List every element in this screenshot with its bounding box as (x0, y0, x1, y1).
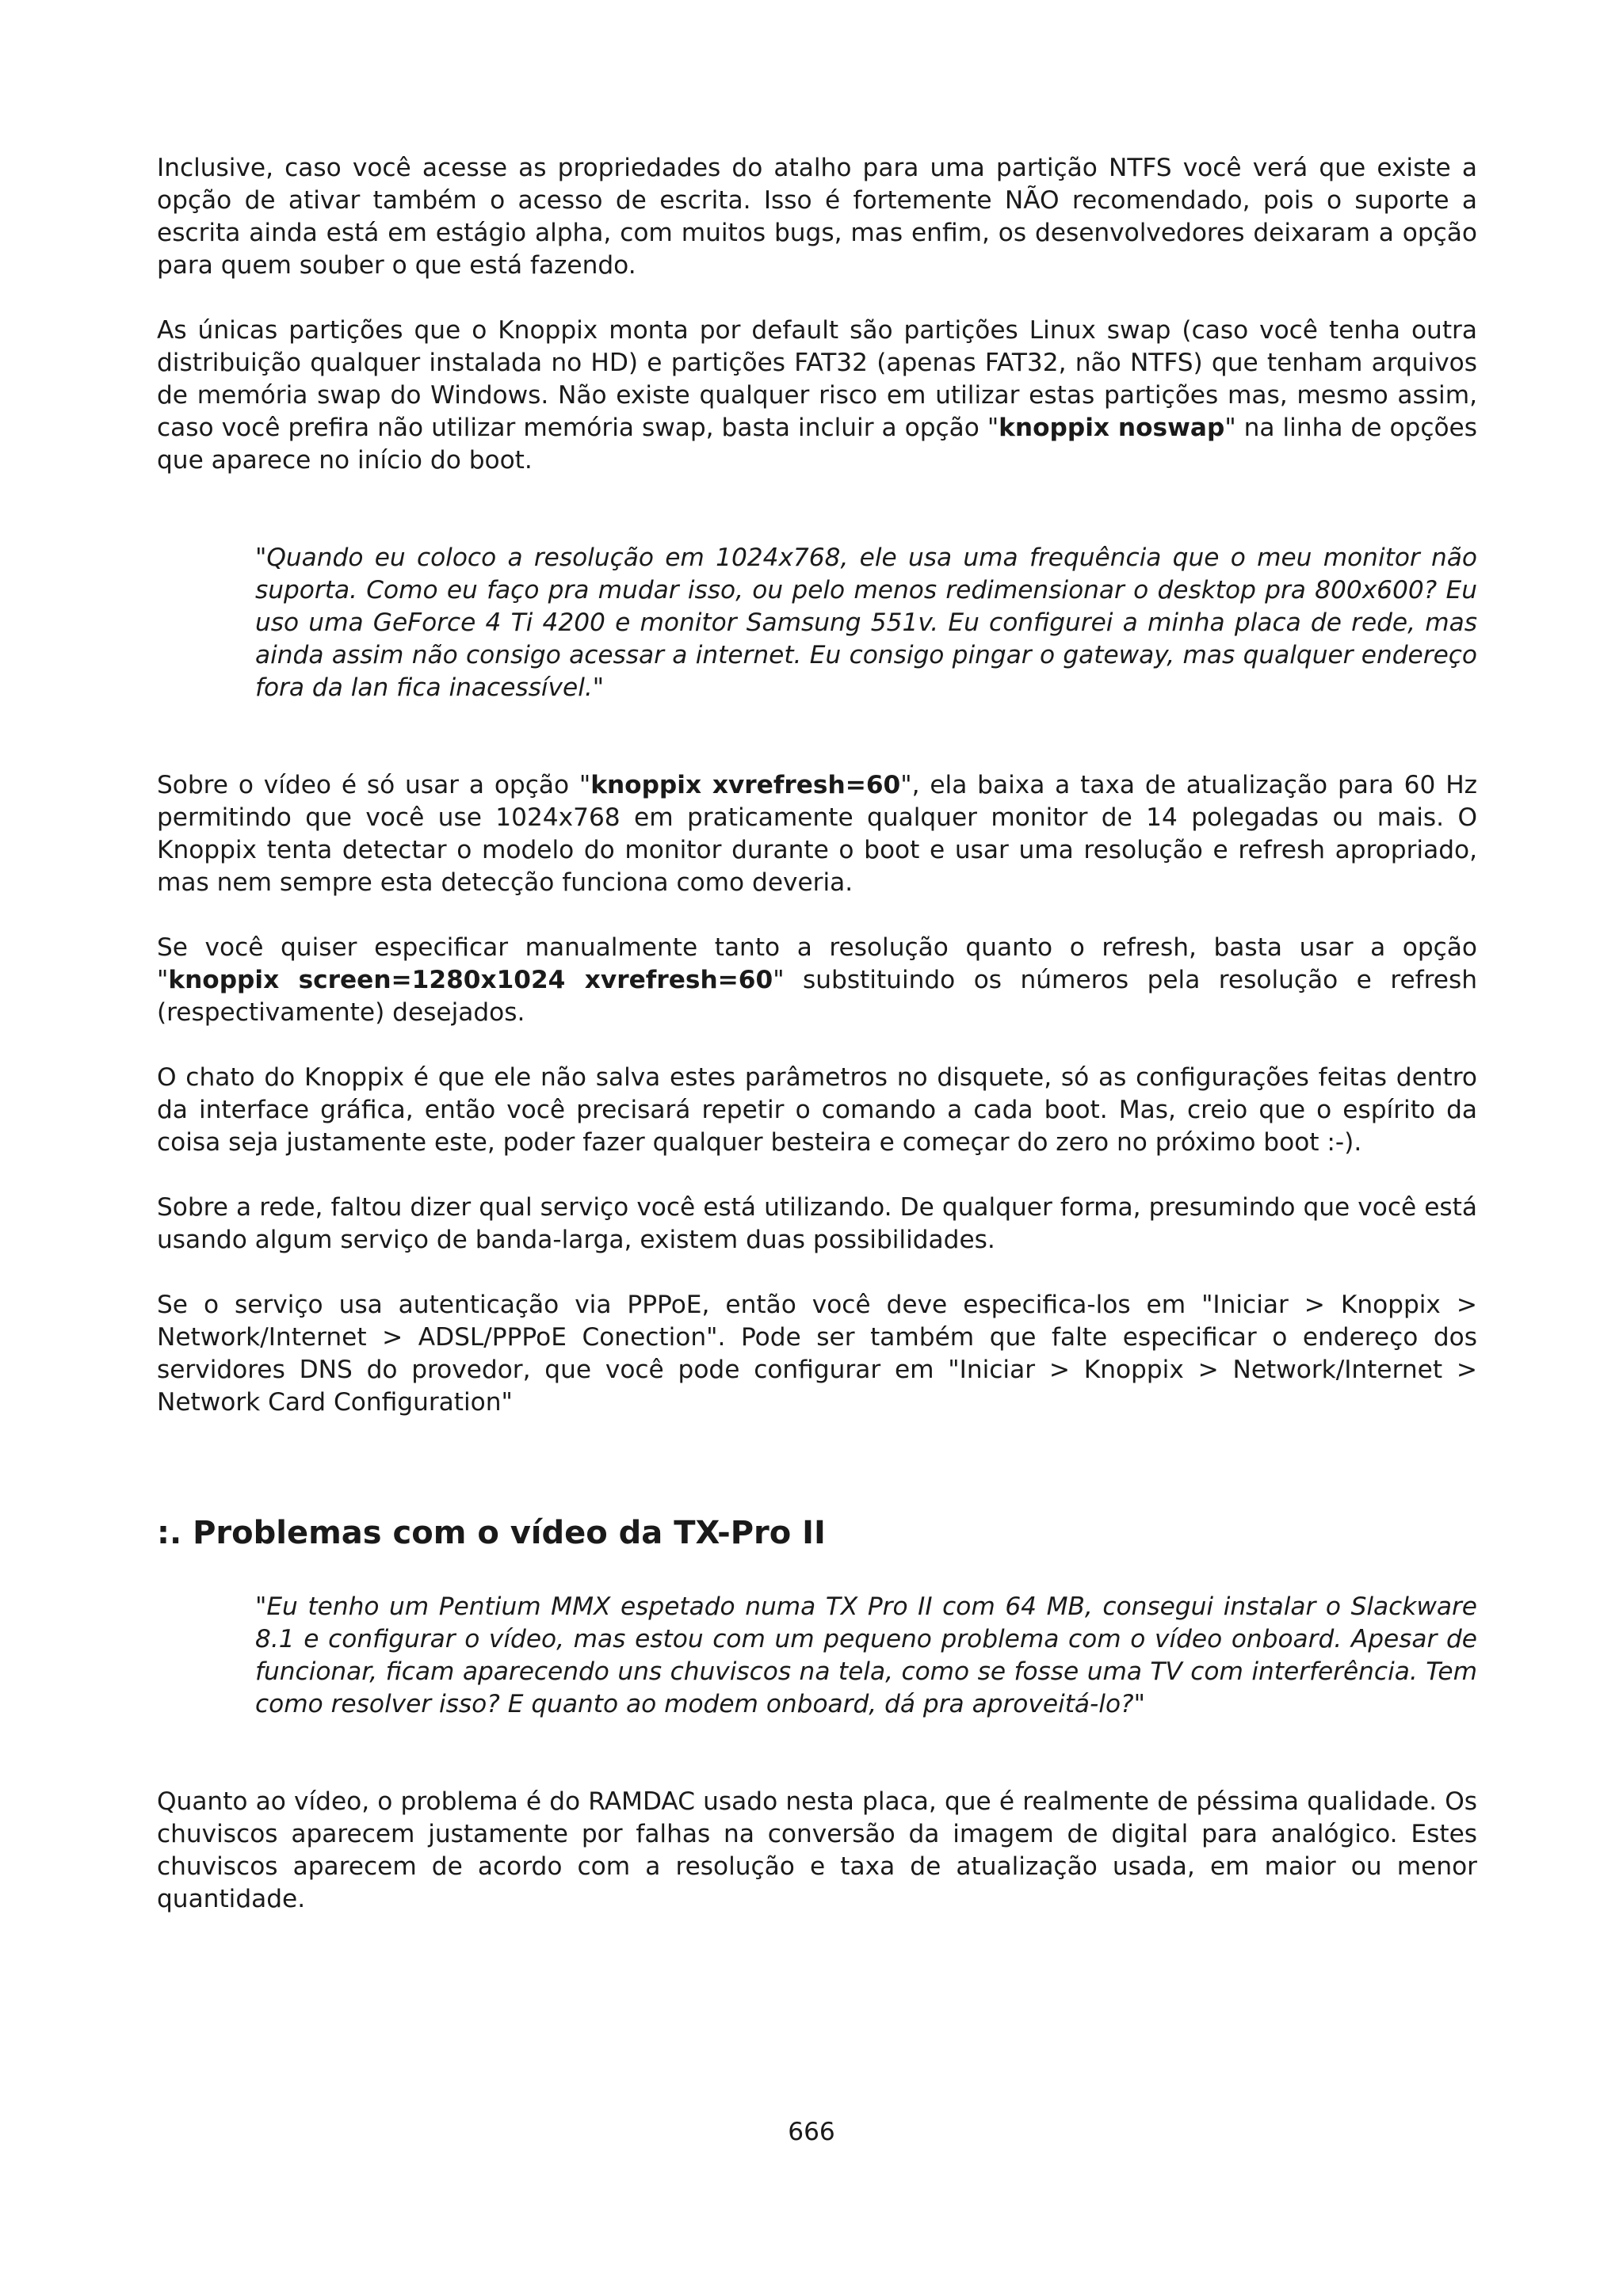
paragraph-swap-text-2: " na linha de opções que aparece no início do boot. (157, 414, 1477, 475)
paragraph-swap-partitions (157, 315, 1477, 477)
paragraph-ntfs-write: Inclusive, caso você acesse as propriedades do atalho para uma partição NTFS você verá que existe a opção de ativar também o acesso de escrita. Isso é fortemente NÃO recomendado, pois o suporte a escrita ainda está em estágio alpha, com muitos bugs, mas enfim, os desenvolvedores deixaram a opção para quem souber o que está fazendo. (157, 154, 1477, 280)
paragraph-network: Sobre a rede, faltou dizer qual serviço você está utilizando. De qualquer forma, presumindo que você está usando algum serviço de banda-larga, existem duas possibilidades. (157, 1193, 1477, 1254)
paragraph-xvrefresh (157, 769, 1477, 899)
option-knoppix-screen: knoppix screen=1280x1024 xvrefresh=60 (168, 966, 773, 994)
quote-resolution-question: "Quando eu coloco a resolução em 1024x768, ele usa uma frequência que o meu monitor não suporta. Como eu faço pra mudar isso, ou pelo menos redimensionar o desktop pra 800x600? Eu uso uma GeForce 4 Ti 4200 e monitor Samsung 551v. Eu configurei a minha placa de rede, mas ainda assim não consigo acessar a internet. Eu consigo pingar o gateway, mas qualquer endereço fora da lan fica inacessível." (255, 543, 1477, 702)
paragraph-pppoe: Se o serviço usa autenticação via PPPoE, então você deve especifica-los em "Iniciar > Knoppix > Network/Internet > ADSL/PPPoE Conection". Pode ser também que falte especificar o endereço dos servidores DNS do provedor, que você pode configurar em "Iniciar > Knoppix > Network/Internet > Network Card Configuration" (157, 1291, 1477, 1417)
page-number: 666 (788, 2118, 835, 2146)
option-knoppix-noswap: knoppix noswap (999, 414, 1225, 442)
section-heading: :. Problemas com o vídeo da TX-Pro II (157, 1515, 826, 1551)
option-knoppix-xvrefresh: knoppix xvrefresh=60 (590, 771, 901, 799)
paragraph-screen-text-1: Se você quiser especificar manualmente tanto a resolução quanto o refresh, basta usar a opção " (157, 933, 1477, 994)
quote-txpro-question: "Eu tenho um Pentium MMX espetado numa TX Pro II com 64 MB, consegui instalar o Slackware 8.1 e configurar o vídeo, mas estou com um pequeno problema com o vídeo onboard. Apesar de funcionar, ficam aparecendo uns chuviscos na tela, como se fosse uma TV com interferência. Tem como resolver isso? E quanto ao modem onboard, dá pra aproveitá-lo?" (255, 1592, 1477, 1718)
paragraph-swap-text-1: As únicas partições que o Knoppix monta por default são partições Linux swap (caso você tenha outra distribuição qualquer instalada no HD) e partições FAT32 (apenas FAT32, não NTFS) que tenham arquivos de memória swap do Windows. Não existe qualquer risco em utilizar estas partições mas, mesmo assim, caso você prefira não utilizar memória swap, basta incluir a opção " (157, 316, 1477, 442)
paragraph-xvrefresh-text-2: ", ela baixa a taxa de atualização para 60 Hz permitindo que você use 1024x768 em praticamente qualquer monitor de 14 polegadas ou mais. O Knoppix tenta detectar o modelo do monitor durante o boot e usar uma resolução e refresh apropriado, mas nem sempre esta detecção funciona como deveria. (157, 771, 1478, 897)
page-body (157, 152, 1477, 1916)
paragraph-boot-params: O chato do Knoppix é que ele não salva estes parâmetros no disquete, só as configurações feitas dentro da interface gráfica, então você precisará repetir o comando a cada boot. Mas, creio que o espírito da coisa seja justamente este, poder fazer qualquer besteira e começar do zero no próximo boot :-). (157, 1063, 1477, 1157)
paragraph-screen-text-2: " substituindo os números pela resolução e refresh (respectivamente) desejados. (157, 966, 1477, 1027)
paragraph-ramdac: Quanto ao vídeo, o problema é do RAMDAC usado nesta placa, que é realmente de péssima qualidade. Os chuviscos aparecem justamente por falhas na conversão da imagem de digital para analógico. Estes chuviscos aparecem de acordo com a resolução e taxa de atualização usada, em maior ou menor quantidade. (157, 1787, 1477, 1913)
paragraph-xvrefresh-text-1: Sobre o vídeo é só usar a opção " (157, 771, 591, 799)
paragraph-screen-option (157, 932, 1477, 1029)
